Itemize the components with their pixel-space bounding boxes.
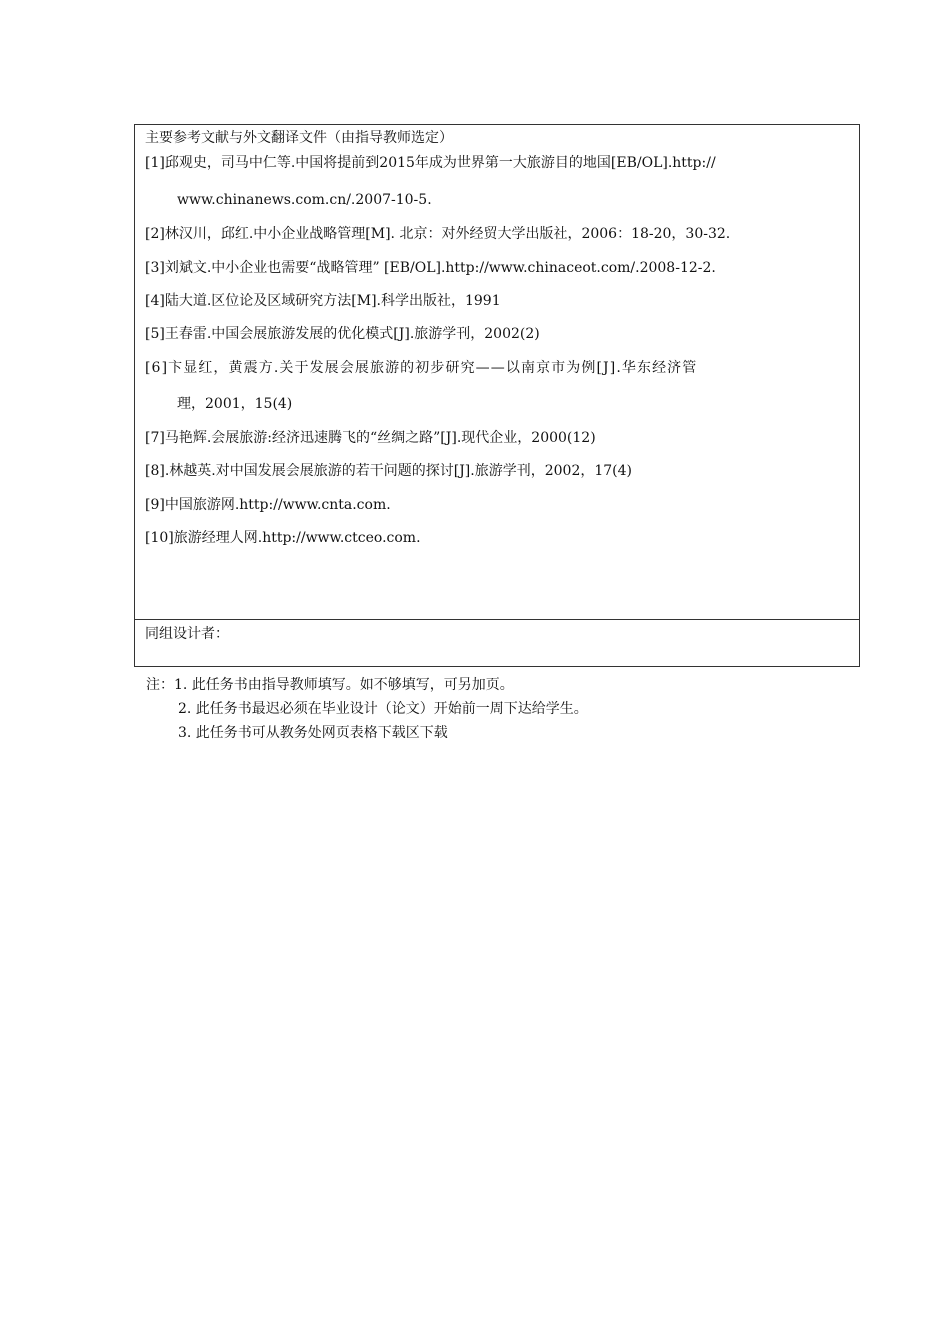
reference-9: [9]中国旅游网.http://www.cnta.com. [145,497,391,513]
reference-2: [2]林汉川，邱红.中小企业战略管理[M]. 北京：对外经贸大学出版社，2006：18-20，30-32. [145,226,731,242]
reference-6-continued: 理，2001，15(4) [177,396,293,412]
reference-4: [4]陆大道.区位论及区域研究方法[M].科学出版社，1991 [145,293,501,309]
row-divider [135,619,859,620]
reference-3: [3]刘斌文.中小企业也需要“战略管理” [EB/OL].http://www.chinaceot.com/.2008-12-2. [145,260,716,276]
reference-10: [10]旅游经理人网.http://www.ctceo.com. [145,530,421,546]
note-1: 注：1. 此任务书由指导教师填写。如不够填写，可另加页。 [146,677,514,693]
reference-5: [5]王春雷.中国会展旅游发展的优化模式[J].旅游学刊，2002(2) [145,326,540,342]
reference-1: [1]邱观史，司马中仁等.中国将提前到2015年成为世界第一大旅游目的地国[EB/OL].http:// [145,155,716,171]
note-2: 2. 此任务书最迟必须在毕业设计（论文）开始前一周下达给学生。 [178,701,588,717]
note-3: 3. 此任务书可从教务处网页表格下载区下载 [178,725,448,741]
reference-7: [7]马艳辉.会展旅游:经济迅速腾飞的“丝绸之路”[J].现代企业，2000(12) [145,430,596,446]
reference-8: [8].林越英.对中国发展会展旅游的若干问题的探讨[J].旅游学刊，2002，17(4) [145,463,632,479]
table-header: 主要参考文献与外文翻译文件（由指导教师选定） [145,130,453,146]
reference-6: [6]卞显红，黄震方.关于发展会展旅游的初步研究——以南京市为例[J].华东经济管 [145,360,698,376]
reference-1-continued: www.chinanews.com.cn/.2007-10-5. [177,192,432,208]
designers-label: 同组设计者： [145,626,229,642]
reference-table [134,124,860,667]
